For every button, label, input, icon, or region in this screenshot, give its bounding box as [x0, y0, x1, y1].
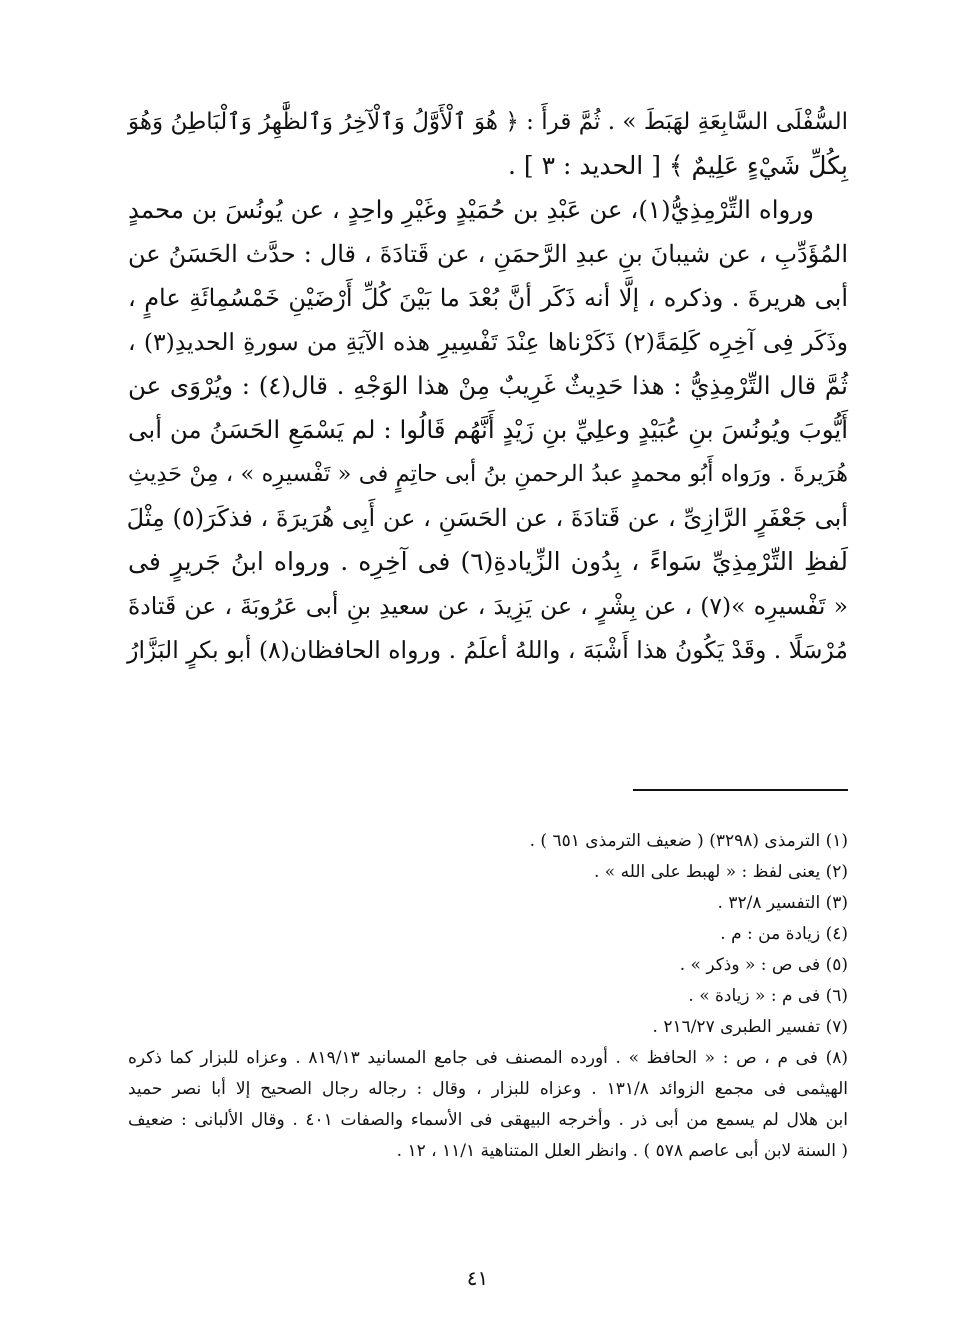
- footnote: (٧) تفسير الطبرى ٢١٦/٢٧ .: [652, 1017, 848, 1037]
- page-number: ٤١: [466, 1266, 489, 1290]
- text-line: أبى جَعْفَرٍ الرَّازِىِّ ، عن قَتادَةَ ، عن الحَسَنِ ، عن أَبِى هُرَيرَةَ ، فذكَرَ(٥) مِثْلَ: [126, 504, 848, 532]
- text-line: هُرَيرةَ . ورَواه أَبُو محمدٍ عبدُ الرحمنِ بنُ أبى حاتِمٍ فى « تَفْسيرِه » ، مِنْ حَدِيثِ: [128, 461, 848, 487]
- text-line: المُؤَدِّبِ ، عن شيبانَ بنِ عبدِ الرَّحمَنِ ، عن قَتادَةَ ، قال : حدَّث الحَسَنُ عن: [128, 240, 848, 268]
- text-line: « تَفْسيرِه »(٧) ، عن بِشْرٍ ، عن يَزِيدَ ، عن سعيدِ بنِ أبى عَرُوبَةَ ، عن قَتادةَ: [128, 592, 848, 620]
- footnote: (٥) فى ص : « وذكر » .: [679, 955, 848, 975]
- text-line: وذَكَر فِى آخِرِه كَلِمَةً(٢) ذَكَرْناها عِنْدَ تَفْسِيرِ هذه الآيَةِ من سورةِ الحديدِ(٣) ،: [128, 328, 848, 356]
- text-line: مُرْسَلًا . وقَدْ يَكُونُ هذا أَشْبَهَ ، واللهُ أعلَمُ . ورواه الحافظان(٨) أبو بكرٍ البَزَّارُ: [127, 636, 848, 664]
- text-line: ثُمَّ قال التِّرْمِذِيُّ : هذا حَدِيثٌ غَرِيبٌ مِنْ هذا الوَجْهِ . قال(٤) : ويُرْوَى عن: [128, 371, 848, 400]
- footnote: (٢) يعنى لفظ : « لهبط على الله » .: [594, 862, 848, 882]
- footnote: (١) الترمذى (٣٢٩٨) ( ضعيف الترمذى ٦٥١ ) .: [529, 831, 848, 851]
- text-line: لَفظِ التِّرْمِذِيِّ سَواءً ، بِدُون الزِّيادةِ(٦) فى آخِرِه . ورواه ابنُ جَريرٍ فى: [128, 547, 848, 576]
- footnote: (٦) فى م : « زيادة » .: [688, 986, 848, 1006]
- text-line: ورواه التِّرْمِذِيُّ(١)، عن عَبْدِ بن حُمَيْدٍ وغَيْرِ واحِدٍ ، عن يُونُسَ بن محمدٍ: [128, 195, 815, 224]
- footnote: ابن هلال لم يسمع من أبى ذر . وأخرجه البيهقى فى الأسماء والصفات ٤٠١ . وقال الألبانى : ضعيف: [128, 1110, 848, 1130]
- footnote: (٤) زيادة من : م .: [720, 924, 848, 944]
- footnote-separator: [633, 789, 848, 791]
- text-line: أَيُّوبَ ويُونُسَ بنِ عُبَيْدٍ وعلِيِّ بنِ زَيْدٍ أَنَّهُم قَالُوا : لم يَسْمَعِ الحَسَنُ من أبى: [128, 415, 848, 444]
- footnote: (٣) التفسير ٣٢/٨ .: [717, 893, 848, 913]
- text-line: السُّفْلَى السَّابِعَةِ لهَبَطَ » . ثُمَّ قرأَ : ﴿ هُوَ ٱلْأَوَّلُ وَٱلْآخِرُ وَٱلظَّٰهِرُ وَٱلْبَاطِنُ وَهُوَ: [128, 109, 848, 135]
- footnote: الهيثمى فى مجمع الزوائد ١٣١/٨ . وعزاه للبزار ، وقال : رجاله رجال الصحيح إلا أبا نصر حميد: [128, 1079, 849, 1099]
- footnote: ( السنة لابن أبى عاصم ٥٧٨ ) . وانظر العلل المتناهية ١١/١ ، ١٢ .: [396, 1141, 848, 1161]
- text-line: بِكُلِّ شَيْءٍ عَلِيمٌ ﴾ [ الحديد : ٣ ] .: [508, 151, 848, 180]
- footnote: (٨) فى م ، ص : « الحافظ » . أورده المصنف فى جامع المسانيد ٨١٩/١٣ . وعزاه للبزار كما ذكره: [128, 1048, 849, 1068]
- text-line: أبى هريرةَ . وذكره ، إلَّا أنه ذَكَر أنَّ بُعْدَ ما بَيْنَ كُلِّ أَرْضَيْنِ خَمْسُمِائَةِ عامٍ ،: [128, 284, 848, 312]
- main-text: [128, 100, 848, 672]
- footnotes: [128, 826, 848, 1167]
